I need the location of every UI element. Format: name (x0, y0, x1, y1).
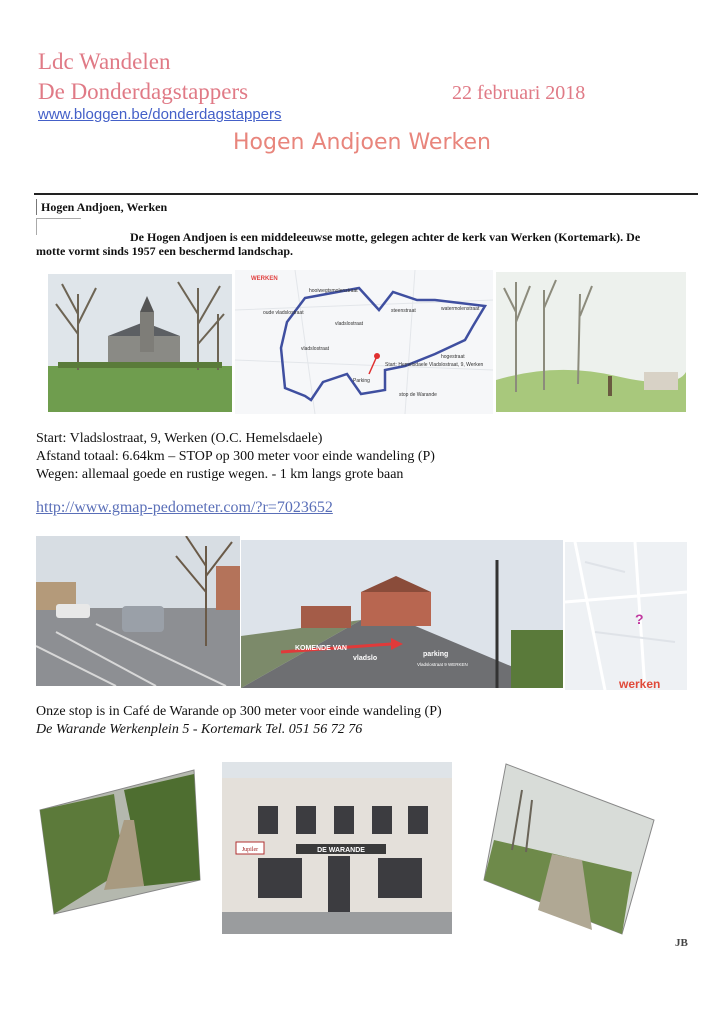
svg-text:Parking: Parking (353, 378, 370, 384)
parking-photo (36, 536, 240, 686)
svg-text:watermolenstraat: watermolenstraat (441, 306, 480, 312)
stop-line: Onze stop is in Café de Warande op 300 meter voor einde wandeling (P) (36, 704, 442, 719)
cafe-sign: DE WARANDE (317, 847, 365, 854)
cafe-address: De Warande Werkenplein 5 - Kortemark Tel. 051 56 72 76 (36, 722, 363, 737)
route-map-title: WERKEN (251, 276, 278, 282)
walk-title: Hogen Andjoen Werken (233, 130, 491, 155)
svg-text:steenstraat: steenstraat (391, 308, 416, 314)
svg-text:stop de Warande: stop de Warande (399, 392, 437, 398)
blog-link[interactable]: www.bloggen.be/donderdagstappers (38, 106, 282, 123)
mini-map (565, 542, 687, 690)
club-subtitle: De Donderdagstappers (38, 79, 249, 104)
parking-label: parking (423, 651, 449, 658)
svg-text:oude vladslostraat: oude vladslostraat (263, 310, 304, 316)
stop-info (36, 703, 442, 739)
roads-info: Wegen: allemaal goede en rustige wegen. - 1 km langs grote baan (36, 467, 404, 482)
start-info: Start: Vladslostraat, 9, Werken (O.C. Hemelsdaele) (36, 431, 323, 446)
location-marker: ? (635, 611, 644, 627)
distance-info: Afstand totaal: 6.64km – STOP op 300 meter voor einde wandeling (P) (36, 449, 435, 464)
intro-text: De Hogen Andjoen is een middeleeuwse motte, gelegen achter de kerk van Werken (Kortemark). De motte vormt sinds 1957 een beschermd landschap. (36, 230, 641, 258)
cafe-photo (222, 762, 452, 934)
mini-map-label: werken (619, 677, 661, 690)
walk-date: 22 februari 2018 (452, 82, 586, 104)
motte-photo (496, 272, 686, 412)
svg-text:vladslostraat: vladslostraat (301, 346, 330, 352)
road-label: vladslo (353, 655, 378, 662)
address-label: Vladslostraat 9 WERKEN (417, 662, 468, 667)
club-title: Ldc Wandelen (38, 49, 171, 74)
path-photo-1 (34, 760, 204, 916)
walk-info (36, 430, 435, 484)
divider (34, 193, 698, 195)
svg-text:hooiwegtsmolenstraat: hooiwegtsmolenstraat (309, 288, 358, 294)
svg-text:hogestraat: hogestraat (441, 354, 465, 360)
route-map (235, 270, 493, 414)
coming-from-label: KOMENDE VAN (295, 645, 347, 652)
svg-text:vladslostraat: vladslostraat (335, 321, 364, 327)
pedometer-link[interactable]: http://www.gmap-pedometer.com/?r=7023652 (36, 499, 333, 516)
church-photo (48, 274, 232, 412)
brand-sign: Jupiler (241, 847, 259, 853)
path-photo-2 (482, 760, 656, 936)
section-heading: Hogen Andjoen, Werken (36, 199, 167, 215)
street-photo (241, 540, 563, 688)
author-initials: JB (675, 937, 688, 949)
svg-text:Start: Hemelsdaele Vladslostra: Start: Hemelsdaele Vladslostraat, 9, Werken (385, 362, 484, 368)
